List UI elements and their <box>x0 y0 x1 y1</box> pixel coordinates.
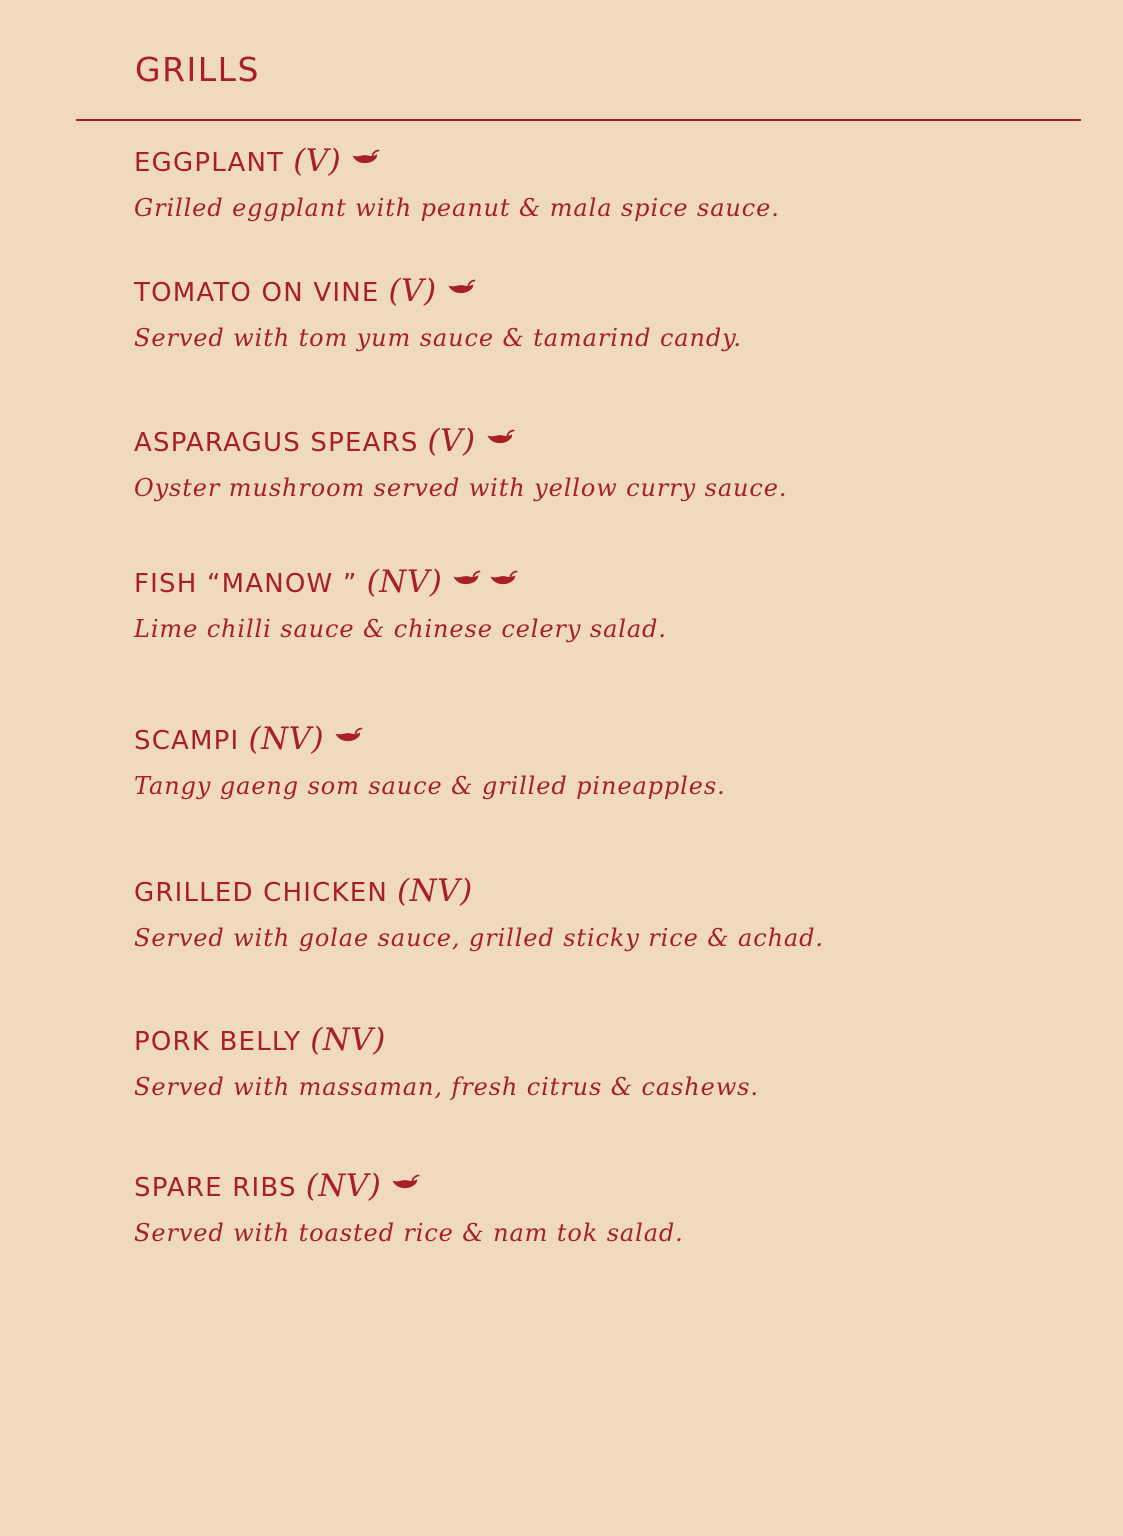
menu-item <box>134 1168 1034 1248</box>
menu-item-description: Served with golae sauce, grilled sticky rice & achad. <box>134 924 824 952</box>
menu-item <box>134 143 1034 223</box>
menu-item-diet-tag: (NV) <box>248 721 325 757</box>
chilli-icon <box>334 727 363 745</box>
menu-item <box>134 721 1034 801</box>
chilli-icon <box>489 570 518 588</box>
chilli-icon <box>351 149 380 167</box>
spice-level <box>452 570 518 588</box>
menu-item-header <box>134 721 1034 761</box>
menu-item <box>134 873 1034 953</box>
menu-item-diet-tag: (NV) <box>366 564 443 600</box>
chilli-icon <box>486 429 515 447</box>
menu-item-header <box>134 873 1034 913</box>
spice-level <box>486 429 515 447</box>
menu-item-diet-tag: (V) <box>293 143 342 179</box>
menu-item-description: Lime chilli sauce & chinese celery salad. <box>134 615 667 643</box>
menu-item-header <box>134 273 1034 313</box>
menu-item-name: SCAMPI <box>134 726 240 756</box>
chilli-icon <box>391 1174 420 1192</box>
section-divider <box>76 119 1081 121</box>
menu-item-description: Served with massaman, fresh citrus & cashews. <box>134 1073 759 1101</box>
menu-item-description: Tangy gaeng som sauce & grilled pineapples. <box>134 772 726 800</box>
menu-item-header <box>134 1022 1034 1062</box>
menu-item-header <box>134 423 1034 463</box>
menu-item-diet-tag: (NV) <box>397 873 473 909</box>
spice-level <box>391 1174 420 1192</box>
menu-item-name: ASPARAGUS SPEARS <box>134 428 419 458</box>
menu-item-diet-tag: (V) <box>427 423 476 459</box>
menu-item <box>134 273 1034 353</box>
menu-item-header <box>134 143 1034 183</box>
chilli-icon <box>452 570 481 588</box>
menu-item-name: EGGPLANT <box>134 148 285 178</box>
menu-item-diet-tag: (NV) <box>310 1022 386 1058</box>
menu-item-header <box>134 1168 1034 1208</box>
spice-level <box>334 727 363 745</box>
menu-item-name: PORK BELLY <box>134 1027 302 1057</box>
menu-item-diet-tag: (NV) <box>305 1168 382 1204</box>
menu-item-diet-tag: (V) <box>388 273 437 309</box>
menu-item-name: TOMATO ON VINE <box>134 278 380 308</box>
section-title: GRILLS <box>135 50 260 89</box>
menu-item-description: Oyster mushroom served with yellow curry sauce. <box>134 474 788 502</box>
spice-level <box>447 279 476 297</box>
menu-item <box>134 564 1034 644</box>
menu-item-name: FISH “MANOW ” <box>134 569 358 599</box>
menu-item-name: SPARE RIBS <box>134 1173 297 1203</box>
menu-item-description: Grilled eggplant with peanut & mala spice sauce. <box>134 194 780 222</box>
menu-item <box>134 423 1034 503</box>
chilli-icon <box>447 279 476 297</box>
menu-item-header <box>134 564 1034 604</box>
menu-item-description: Served with toasted rice & nam tok salad. <box>134 1219 684 1247</box>
spice-level <box>351 149 380 167</box>
menu-item-name: GRILLED CHICKEN <box>134 878 389 908</box>
menu-item <box>134 1022 1034 1102</box>
menu-item-description: Served with tom yum sauce & tamarind candy. <box>134 324 742 352</box>
